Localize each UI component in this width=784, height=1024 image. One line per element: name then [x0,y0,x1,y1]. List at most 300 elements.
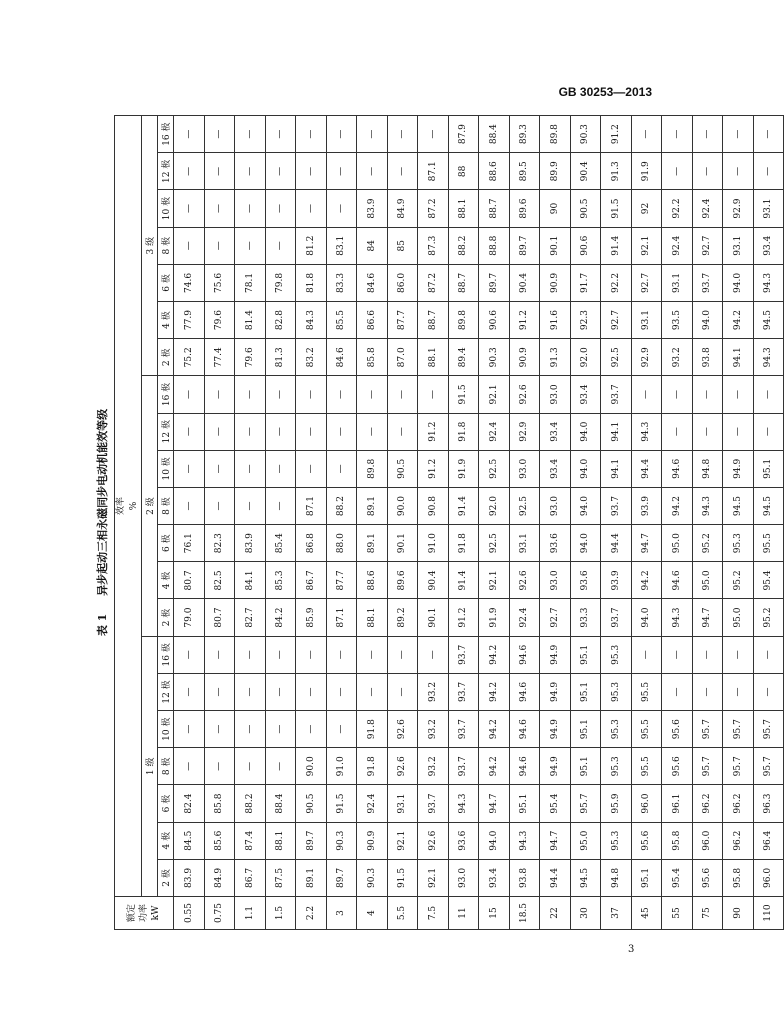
efficiency-cell: 94.3 [631,413,662,450]
efficiency-cell: 95.7 [753,711,784,748]
efficiency-cell: 87.7 [387,302,418,339]
efficiency-cell: 89.4 [448,339,479,376]
efficiency-cell: 95.3 [601,748,632,785]
efficiency-unit: % [129,501,139,511]
efficiency-cell: 88 [448,153,479,190]
efficiency-cell: 86.8 [296,525,327,562]
efficiency-cell: 95.3 [601,711,632,748]
efficiency-cell: 92.5 [479,450,510,487]
efficiency-cell: — [326,673,357,710]
efficiency-cell: 93.9 [601,562,632,599]
pole-header: 2 极 [158,859,174,896]
efficiency-cell: 93.0 [540,487,571,524]
efficiency-cell: 90.0 [296,748,327,785]
efficiency-cell: 85.8 [357,339,388,376]
efficiency-cell: — [753,636,784,673]
efficiency-cell: 94.7 [631,525,662,562]
pole-header: 10 极 [158,450,174,487]
efficiency-cell: 88.1 [418,339,449,376]
efficiency-cell: — [326,413,357,450]
efficiency-cell: 91.5 [448,376,479,413]
rated-power-cell: 0.55 [174,897,205,930]
efficiency-cell: 94.9 [540,673,571,710]
efficiency-cell: 88.2 [235,785,266,822]
pole-header: 6 极 [158,525,174,562]
efficiency-cell: 92.9 [631,339,662,376]
rated-power-header [115,897,174,930]
efficiency-cell: — [296,450,327,487]
efficiency-cell: — [265,450,296,487]
pole-header: 16 极 [158,636,174,673]
efficiency-cell: 95.4 [753,562,784,599]
efficiency-cell: 90.9 [509,339,540,376]
efficiency-cell: — [418,636,449,673]
efficiency-cell: 80.7 [204,599,235,636]
efficiency-cell: 95.8 [723,859,754,896]
efficiency-cell: 89.1 [357,487,388,524]
efficiency-cell: 91.0 [418,525,449,562]
efficiency-cell: 92.2 [662,190,693,227]
efficiency-cell: 94.5 [753,487,784,524]
pole-header: 2 极 [158,339,174,376]
efficiency-cell: 87.7 [326,562,357,599]
table-number: 表 1 [96,613,109,637]
efficiency-cell: 81.4 [235,302,266,339]
rated-power-header-line: 额定 [127,904,137,923]
efficiency-cell: — [326,636,357,673]
rated-power-header-line: 功率 [139,904,149,923]
grade-header: 2 级 [142,376,158,636]
efficiency-cell: — [204,673,235,710]
table-row [265,116,296,930]
efficiency-cell: 83.2 [296,339,327,376]
efficiency-cell: 94.5 [753,302,784,339]
efficiency-cell: 82.7 [235,599,266,636]
efficiency-cell: 95.5 [631,673,662,710]
efficiency-cell: — [235,153,266,190]
pole-header: 8 极 [158,748,174,785]
table-row [174,116,205,930]
efficiency-cell: 92.1 [479,376,510,413]
efficiency-cell: — [204,487,235,524]
efficiency-cell: — [265,636,296,673]
efficiency-cell: 89.1 [296,859,327,896]
efficiency-cell: 93.7 [601,376,632,413]
efficiency-cell: 91.0 [326,748,357,785]
efficiency-cell: 90.1 [418,599,449,636]
rated-power-cell: 110 [753,897,784,930]
efficiency-cell: 94.3 [662,599,693,636]
efficiency-cell: 92.6 [387,711,418,748]
efficiency-cell: 90.5 [570,190,601,227]
efficiency-cell: 95.3 [601,673,632,710]
efficiency-cell: 94.6 [662,562,693,599]
table-title: 异步起动三相永磁同步电动机能效等级 [96,408,109,596]
efficiency-cell: 95.6 [662,711,693,748]
efficiency-cell: 79.8 [265,264,296,301]
efficiency-cell: — [357,153,388,190]
efficiency-cell: 88.0 [326,525,357,562]
efficiency-cell: 93.1 [723,227,754,264]
efficiency-cell: 92.7 [601,302,632,339]
efficiency-cell: 95.7 [570,785,601,822]
efficiency-cell: — [174,636,205,673]
efficiency-cell: 92.1 [418,859,449,896]
efficiency-cell: 92.6 [387,748,418,785]
efficiency-cell: 92.9 [509,413,540,450]
efficiency-cell: — [265,673,296,710]
efficiency-cell: — [662,116,693,153]
efficiency-cell: 94.6 [509,711,540,748]
efficiency-cell: 93.7 [448,636,479,673]
efficiency-cell: — [723,376,754,413]
efficiency-cell: — [723,673,754,710]
efficiency-cell: 94.2 [479,711,510,748]
table-row [509,116,540,930]
efficiency-cell: — [357,636,388,673]
efficiency-cell: 87.9 [448,116,479,153]
efficiency-cell: — [692,376,723,413]
efficiency-cell: — [662,636,693,673]
efficiency-cell: 82.5 [204,562,235,599]
rotated-table-area [92,115,774,930]
efficiency-cell: 86.6 [357,302,388,339]
efficiency-cell: 94.2 [631,562,662,599]
efficiency-cell: 95.0 [692,562,723,599]
efficiency-cell: 85.8 [204,785,235,822]
efficiency-cell: 95.3 [601,822,632,859]
efficiency-cell: 96.2 [692,785,723,822]
efficiency-cell: 94.2 [723,302,754,339]
rated-power-cell: 18.5 [509,897,540,930]
efficiency-cell: — [326,711,357,748]
efficiency-header [115,116,142,897]
efficiency-cell: — [174,153,205,190]
standard-code: GB 30253—2013 [558,85,652,99]
efficiency-cell: 94.3 [448,785,479,822]
efficiency-cell: 90.8 [418,487,449,524]
efficiency-cell: 91.8 [448,525,479,562]
efficiency-cell: 88.2 [326,487,357,524]
efficiency-cell: — [265,116,296,153]
efficiency-cell: 92.7 [692,227,723,264]
efficiency-cell: 94.2 [479,748,510,785]
efficiency-cell: 91.2 [418,450,449,487]
table-row [326,116,357,930]
efficiency-cell: — [235,116,266,153]
efficiency-cell: 93.7 [692,264,723,301]
efficiency-cell: 92.1 [631,227,662,264]
efficiency-cell: 92.0 [479,487,510,524]
table-row [387,116,418,930]
rated-power-cell: 22 [540,897,571,930]
header-row-grades [142,116,158,930]
efficiency-cell: — [387,673,418,710]
efficiency-cell: 96.2 [723,785,754,822]
efficiency-cell: — [723,116,754,153]
efficiency-cell: 91.6 [540,302,571,339]
efficiency-cell: — [631,636,662,673]
efficiency-cell: 94.3 [509,822,540,859]
efficiency-cell: 84.5 [174,822,205,859]
rated-power-cell: 7.5 [418,897,449,930]
efficiency-cell: 91.8 [357,711,388,748]
pole-header: 6 极 [158,785,174,822]
efficiency-cell: 74.6 [174,264,205,301]
efficiency-cell: — [204,748,235,785]
efficiency-cell: 95.7 [692,711,723,748]
efficiency-cell: 94.0 [479,822,510,859]
efficiency-cell: 93.6 [540,525,571,562]
efficiency-cell: 91.5 [387,859,418,896]
efficiency-cell: 93.9 [631,487,662,524]
efficiency-cell: 79.6 [204,302,235,339]
efficiency-cell: 92.7 [631,264,662,301]
efficiency-cell: 94.2 [662,487,693,524]
efficiency-cell: 95.0 [723,599,754,636]
efficiency-cell: 84.6 [326,339,357,376]
efficiency-cell: — [204,450,235,487]
efficiency-cell: — [265,376,296,413]
efficiency-cell: 94.3 [753,264,784,301]
efficiency-cell: 93.0 [540,376,571,413]
efficiency-cell: 82.4 [174,785,205,822]
efficiency-cell: — [692,116,723,153]
efficiency-cell: 94.6 [509,673,540,710]
efficiency-cell: — [235,673,266,710]
efficiency-cell: 94.3 [753,339,784,376]
efficiency-cell: 95.6 [692,859,723,896]
efficiency-cell: — [692,673,723,710]
efficiency-cell: 91.8 [357,748,388,785]
efficiency-cell: — [631,116,662,153]
pole-header: 12 极 [158,673,174,710]
efficiency-cell: 86.7 [235,859,266,896]
efficiency-cell: 91.4 [601,227,632,264]
efficiency-cell: 84.6 [357,264,388,301]
efficiency-cell: — [753,153,784,190]
efficiency-cell: 94.4 [540,859,571,896]
efficiency-cell: 91.9 [479,599,510,636]
efficiency-cell: 94.9 [540,636,571,673]
efficiency-cell: 91.2 [448,599,479,636]
efficiency-cell: — [723,413,754,450]
efficiency-cell: 88.7 [448,264,479,301]
efficiency-cell: 91.2 [509,302,540,339]
efficiency-cell: 92.5 [601,339,632,376]
efficiency-cell: 87.2 [418,190,449,227]
efficiency-cell: 93.4 [570,376,601,413]
efficiency-cell: 95.6 [631,822,662,859]
efficiency-cell: — [204,413,235,450]
efficiency-cell: 95.2 [692,525,723,562]
efficiency-cell: 89.3 [509,116,540,153]
efficiency-cell: 91.9 [448,450,479,487]
rated-power-cell: 3 [326,897,357,930]
efficiency-cell: — [204,711,235,748]
efficiency-cell: — [326,116,357,153]
efficiency-cell: 90.3 [570,116,601,153]
table-row [448,116,479,930]
table-row [357,116,388,930]
efficiency-cell: — [692,153,723,190]
efficiency-cell: — [296,673,327,710]
efficiency-cell: 88.1 [265,822,296,859]
efficiency-cell: 94.9 [540,748,571,785]
efficiency-cell: 93.6 [570,562,601,599]
efficiency-cell: 93.2 [662,339,693,376]
pole-header: 10 极 [158,190,174,227]
efficiency-cell: 90.5 [296,785,327,822]
efficiency-cell: 93.1 [387,785,418,822]
efficiency-cell: — [265,748,296,785]
efficiency-cell: 89.7 [479,264,510,301]
pole-header: 8 极 [158,227,174,264]
efficiency-cell: 96.4 [753,822,784,859]
efficiency-cell: 83.9 [235,525,266,562]
efficiency-cell: 89.8 [357,450,388,487]
efficiency-cell: 94.5 [570,859,601,896]
efficiency-cell: — [326,450,357,487]
efficiency-cell: 92.5 [479,525,510,562]
efficiency-cell: — [357,673,388,710]
efficiency-cell: 91.4 [448,487,479,524]
efficiency-cell: — [174,450,205,487]
efficiency-cell: — [174,190,205,227]
efficiency-cell: 79.6 [235,339,266,376]
efficiency-cell: 94.0 [692,302,723,339]
efficiency-cell: 79.0 [174,599,205,636]
efficiency-cell: 92.0 [570,339,601,376]
efficiency-cell: 93.1 [631,302,662,339]
efficiency-cell: 93.1 [753,190,784,227]
header-row-poles [158,116,174,930]
efficiency-cell: — [174,748,205,785]
table-row [662,116,693,930]
efficiency-cell: 94.0 [631,599,662,636]
efficiency-cell: — [204,636,235,673]
efficiency-cell: — [235,190,266,227]
efficiency-cell: 95.9 [601,785,632,822]
pole-header: 16 极 [158,376,174,413]
efficiency-cell: 93.0 [448,859,479,896]
efficiency-cell: 91.8 [448,413,479,450]
efficiency-cell: 92.6 [509,376,540,413]
efficiency-cell: 81.3 [265,339,296,376]
efficiency-cell: — [235,376,266,413]
efficiency-cell: — [265,711,296,748]
efficiency-cell: 93.0 [540,562,571,599]
efficiency-cell: 93.7 [448,748,479,785]
efficiency-cell: 89.7 [509,227,540,264]
efficiency-cell: 83.1 [326,227,357,264]
efficiency-cell: — [662,153,693,190]
efficiency-cell: 94.2 [479,673,510,710]
efficiency-cell: 90.4 [509,264,540,301]
efficiency-cell: — [204,190,235,227]
efficiency-cell: 94.9 [723,450,754,487]
efficiency-cell: 93.4 [540,450,571,487]
efficiency-cell: 85.3 [265,562,296,599]
table-row [418,116,449,930]
efficiency-cell: 84.9 [387,190,418,227]
rated-power-cell: 90 [723,897,754,930]
efficiency-cell: 92.4 [662,227,693,264]
efficiency-cell: 94.7 [540,822,571,859]
rated-power-cell: 2.2 [296,897,327,930]
efficiency-cell: 95.1 [753,450,784,487]
efficiency-cell: 92.4 [357,785,388,822]
efficiency-cell: 86.0 [387,264,418,301]
efficiency-cell: — [265,413,296,450]
table-row [540,116,571,930]
efficiency-cell: — [235,711,266,748]
efficiency-cell: 89.7 [296,822,327,859]
efficiency-cell: 86.7 [296,562,327,599]
pole-header: 6 极 [158,264,174,301]
efficiency-cell: 95.7 [692,748,723,785]
efficiency-cell: 91.2 [418,413,449,450]
rated-power-cell: 75 [692,897,723,930]
efficiency-cell: 89.1 [357,525,388,562]
efficiency-cell: 93.2 [418,748,449,785]
efficiency-cell: 89.8 [540,116,571,153]
efficiency-cell: — [174,413,205,450]
efficiency-cell: 93.2 [418,673,449,710]
efficiency-cell: 93.8 [692,339,723,376]
efficiency-cell: 94.6 [662,450,693,487]
pole-header: 4 极 [158,562,174,599]
efficiency-cell: 80.7 [174,562,205,599]
efficiency-cell: — [387,376,418,413]
efficiency-cell: 94.5 [723,487,754,524]
efficiency-cell: 95.7 [753,748,784,785]
efficiency-cell: 93.7 [448,673,479,710]
efficiency-cell: 92.6 [418,822,449,859]
table-row [570,116,601,930]
efficiency-cell: 87.2 [418,264,449,301]
rated-power-cell: 4 [357,897,388,930]
efficiency-cell: 92.2 [601,264,632,301]
efficiency-cell: — [265,227,296,264]
efficiency-cell: — [235,748,266,785]
rated-power-cell: 37 [601,897,632,930]
rated-power-cell: 5.5 [387,897,418,930]
efficiency-cell: 92.4 [692,190,723,227]
efficiency-cell: 88.6 [479,153,510,190]
efficiency-cell: 94.1 [601,450,632,487]
efficiency-cell: 93.7 [601,487,632,524]
efficiency-cell: 92 [631,190,662,227]
efficiency-cell: 85 [387,227,418,264]
efficiency-cell: 96.1 [662,785,693,822]
efficiency-cell: 94.7 [479,785,510,822]
efficiency-cell: 90.1 [540,227,571,264]
efficiency-cell: 90.9 [540,264,571,301]
efficiency-cell: — [418,376,449,413]
efficiency-cell: — [723,636,754,673]
efficiency-cell: — [235,636,266,673]
rated-power-cell: 1.1 [235,897,266,930]
efficiency-cell: — [174,376,205,413]
efficiency-cell: 84.3 [296,302,327,339]
efficiency-cell: 93.5 [662,302,693,339]
efficiency-cell: 91.3 [540,339,571,376]
efficiency-cell: 88.7 [418,302,449,339]
efficiency-cell: 94.0 [570,525,601,562]
efficiency-cell: 95.4 [540,785,571,822]
efficiency-cell: 95.5 [753,525,784,562]
